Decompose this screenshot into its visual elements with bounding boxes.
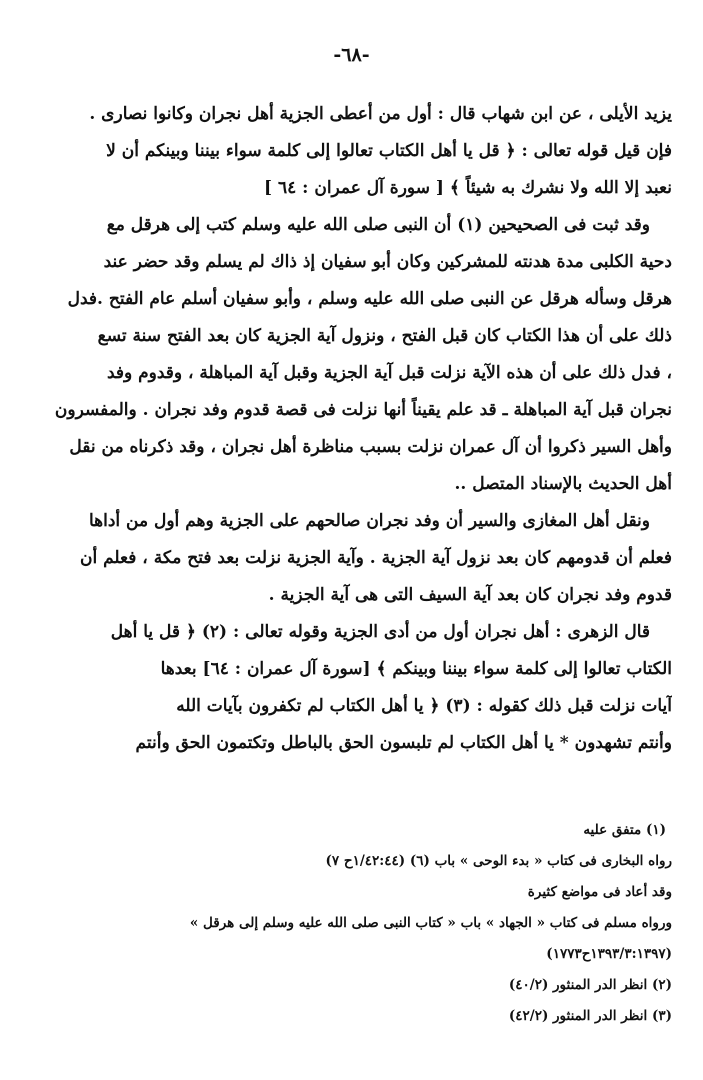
footnote-line: (١) متفق عليه — [583, 822, 666, 838]
text-line: الكتاب تعالوا إلى كلمة سواء بيننا وبينكم ﴾ [سورة آل عمران : ٦٤] بعدها — [160, 659, 672, 679]
main-text — [28, 96, 672, 762]
text-line: يزيد الأيلى ، عن ابن شهاب قال : أول من أعطى الجزية أهل نجران وكانوا نصارى . — [89, 104, 672, 124]
text-line: فعلم أن قدومهم كان بعد نزول آية الجزية . وآية الجزية نزلت بعد فتح مكة ، فعلم أن — [79, 548, 672, 568]
footnote-line: (٢) انظر الدر المنثور (٤٠/٢) — [508, 977, 672, 993]
text-line: قدوم وفد نجران كان بعد آية السيف التى هى آية الجزية . — [268, 585, 672, 605]
text-line: وقد ثبت فى الصحيحين (١) أن النبى صلى الله عليه وسلم كتب إلى هرقل مع — [106, 215, 650, 235]
text-line: دحية الكلبى مدة هدنته للمشركين وكان أبو سفيان إذ ذاك لم يسلم وقد حضر عند — [103, 252, 672, 272]
text-line: نجران قبل آية المباهلة ـ قد علم يقيناً أنها نزلت فى قصة قدوم وفد نجران . والمفسرون — [54, 400, 672, 420]
text-line: ونقل أهل المغازى والسير أن وفد نجران صالحهم على الجزية وهم أول من أداها — [88, 511, 650, 531]
text-line: نعبد إلا الله ولا نشرك به شيئاً ﴾ [ سورة آل عمران : ٦٤ ] — [263, 178, 672, 198]
text-line: قال الزهرى : أهل نجران أول من أدى الجزية وقوله تعالى : (٢) ﴿ قل يا أهل — [110, 622, 650, 642]
text-line: أهل الحديث بالإسناد المتصل .. — [454, 474, 672, 494]
footnote-line: ورواه مسلم فى كتاب « الجهاد » باب « كتاب النبى صلى الله عليه وسلم إلى هرقل » — [189, 915, 672, 931]
footnote-line: وقد أعاد فى مواضع كثيرة — [527, 884, 672, 900]
text-line: ذلك على أن هذا الكتاب كان قبل الفتح ، ونزول آية الجزية كان بعد الفتح سنة تسع — [97, 326, 672, 346]
footnote-line: (٣) انظر الدر المنثور (٤٢/٢) — [508, 1008, 672, 1024]
text-line: وأنتم تشهدون * يا أهل الكتاب لم تلبسون الحق بالباطل وتكتمون الحق وأنتم — [135, 733, 672, 753]
footnote-line: (١٣٩٣/٣:١٣٩٧ح١٧٧٣) — [546, 946, 672, 962]
text-line: فإن قيل قوله تعالى : ﴿ قل يا أهل الكتاب تعالوا إلى كلمة سواء بيننا وبينكم أن لا — [106, 141, 672, 161]
text-line: هرقل وسأله هرقل عن النبى صلى الله عليه وسلم ، وأبو سفيان أسلم عام الفتح .فدل — [67, 289, 672, 309]
text-line: ، فدل ذلك على أن هذه الآية نزلت قبل آية الجزية وقبل آية المباهلة ، وقدوم وفد — [106, 363, 672, 383]
page-number: -٦٨- — [333, 44, 370, 66]
text-line: آيات نزلت قبل ذلك كقوله : (٣) ﴿ يا أهل الكتاب لم تكفرون بآيات الله — [176, 696, 672, 716]
text-line: وأهل السير ذكروا أن آل عمران نزلت بسبب مناظرة أهل نجران ، وقد ذكرناه من نقل — [69, 437, 672, 457]
footnotes — [28, 815, 672, 1032]
footnote-line: رواه البخارى فى كتاب « بدء الوحى » باب (٦) (١/٤٢:٤٤ح ٧) — [325, 853, 672, 869]
